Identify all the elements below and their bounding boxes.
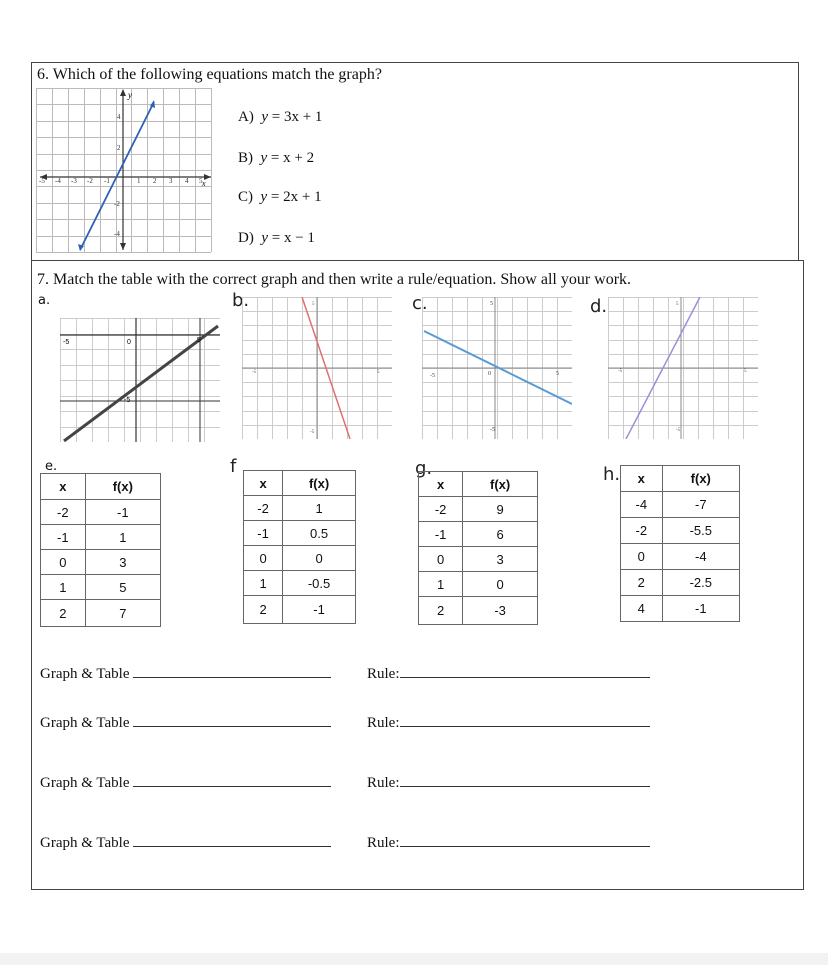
table-cell: -2: [41, 500, 86, 525]
table-cell: -2.5: [662, 570, 739, 596]
table-cell: 2: [41, 600, 86, 627]
graph-tick: 5: [312, 302, 315, 307]
x-tick: -4: [55, 177, 61, 185]
option-eq-lhs: y: [260, 150, 268, 166]
graph-tick: 5: [744, 369, 747, 374]
graph-tick: -5: [252, 370, 257, 375]
table-header: x: [41, 474, 86, 500]
table-header: f(x): [85, 474, 160, 500]
answer-row-4: [40, 835, 331, 852]
rule-row-1: [367, 666, 650, 683]
table-cell: -1: [41, 525, 86, 550]
graph-label-a: a.: [38, 293, 51, 308]
table-label-f: f: [230, 456, 237, 477]
graph-label-d: d.: [590, 296, 608, 317]
option-a[interactable]: [238, 109, 322, 126]
table-cell: 3: [463, 547, 538, 572]
table-cell: 1: [283, 496, 356, 521]
x-tick: -2: [87, 177, 93, 185]
rule-row-4: [367, 835, 650, 852]
option-letter: B): [238, 150, 253, 166]
table-cell: 1: [419, 572, 463, 597]
table-cell: -4: [662, 544, 739, 570]
table-cell: -1: [419, 522, 463, 547]
table-cell: 2: [419, 597, 463, 625]
x-tick: -1: [104, 177, 110, 185]
answer-row-1: [40, 666, 331, 683]
table-cell: 2: [621, 570, 663, 596]
table-cell: 3: [85, 550, 160, 575]
table-h: [620, 465, 740, 622]
table-cell: 5: [85, 575, 160, 600]
graph-b: [242, 297, 392, 439]
table-cell: 0: [283, 546, 356, 571]
graph-c: [422, 297, 572, 439]
table-cell: 4: [621, 596, 663, 622]
graph-tick: -5: [430, 373, 435, 379]
table-cell: 6: [463, 522, 538, 547]
table-label-g: g.: [415, 458, 433, 479]
x-tick: 1: [137, 177, 141, 185]
x-axis-label: x: [202, 179, 206, 188]
graph-table-label: Graph & Table: [40, 775, 130, 791]
table-cell: 9: [463, 497, 538, 522]
table-f: [243, 470, 356, 624]
table-label-e: e.: [45, 459, 58, 474]
graph-tick: 5: [556, 371, 559, 377]
option-b[interactable]: [238, 150, 314, 167]
table-cell: -2: [621, 518, 663, 544]
table-label-h: h.: [603, 464, 621, 485]
graph-tick: -5: [676, 428, 681, 433]
graph-tick: -5: [124, 397, 131, 404]
graph-table-blank[interactable]: [133, 725, 331, 727]
y-tick: 4: [117, 113, 121, 121]
answer-row-2: [40, 715, 331, 732]
x-tick: -5: [39, 177, 45, 185]
option-letter: D): [238, 230, 254, 246]
y-axis-label: y: [128, 90, 132, 100]
table-cell: -0.5: [283, 571, 356, 596]
table-cell: -2: [244, 496, 283, 521]
option-eq-rhs: = x − 1: [271, 230, 315, 246]
option-eq-rhs: = 3x + 1: [271, 109, 323, 125]
table-e: [40, 473, 161, 627]
rule-label: Rule:: [367, 715, 400, 731]
table-cell: 2: [244, 596, 283, 624]
table-header: x: [621, 466, 663, 492]
table-cell: -1: [244, 521, 283, 546]
rule-blank[interactable]: [400, 845, 650, 847]
table-header: f(x): [283, 471, 356, 496]
graph-a: [60, 318, 220, 442]
option-eq-lhs: y: [261, 230, 268, 246]
graph-table-blank[interactable]: [133, 676, 331, 678]
graph-tick: -5: [310, 430, 315, 435]
graph-tick: 5: [490, 301, 493, 307]
option-letter: C): [238, 189, 253, 205]
table-cell: -1: [283, 596, 356, 624]
table-cell: 1: [85, 525, 160, 550]
table-cell: 0: [419, 547, 463, 572]
option-eq-rhs: = 2x + 1: [270, 189, 322, 205]
y-tick: -2: [114, 200, 120, 208]
table-cell: -1: [662, 596, 739, 622]
table-header: x: [244, 471, 283, 496]
graph-label-b: b.: [232, 290, 250, 311]
question-6-text: 6. Which of the following equations match the graph?: [37, 66, 382, 83]
graph-d: [608, 297, 758, 439]
y-tick: -4: [114, 230, 120, 238]
option-eq-lhs: y: [261, 109, 268, 125]
graph-tick: -5: [63, 339, 70, 346]
table-cell: 0.5: [283, 521, 356, 546]
graph-tick: -5: [618, 369, 623, 374]
graph-table-blank[interactable]: [133, 785, 331, 787]
option-letter: A): [238, 109, 254, 125]
graph-table-label: Graph & Table: [40, 835, 130, 851]
table-cell: -2: [419, 497, 463, 522]
graph-tick: 0: [488, 371, 491, 377]
footer-bar: [0, 953, 828, 965]
option-eq-rhs: = x + 2: [270, 150, 315, 166]
graph-tick: 5: [377, 370, 380, 375]
table-cell: -3: [463, 597, 538, 625]
table-cell: 1: [244, 571, 283, 596]
graph-tick: 5: [676, 302, 679, 307]
rule-blank[interactable]: [400, 785, 650, 787]
option-c[interactable]: [238, 189, 322, 206]
graph-table-blank[interactable]: [133, 845, 331, 847]
table-cell: 1: [41, 575, 86, 600]
graph-tick: -5: [490, 427, 495, 433]
table-cell: -7: [662, 492, 739, 518]
graph-label-c: c.: [412, 293, 428, 314]
option-eq-lhs: y: [260, 189, 268, 205]
table-header: x: [419, 472, 463, 497]
rule-row-3: [367, 775, 650, 792]
table-g: [418, 471, 538, 625]
graph-table-label: Graph & Table: [40, 715, 130, 731]
question-7-text: 7. Match the table with the correct graph and then write a rule/equation. Show all your work.: [37, 271, 632, 288]
rule-row-2: [367, 715, 650, 732]
table-cell: 0: [41, 550, 86, 575]
graph-tick: 5: [197, 337, 201, 344]
rule-blank[interactable]: [400, 676, 650, 678]
rule-blank[interactable]: [400, 725, 650, 727]
table-header: f(x): [662, 466, 739, 492]
graph-table-label: Graph & Table: [40, 666, 130, 682]
option-d[interactable]: [238, 230, 315, 247]
y-tick: 2: [117, 144, 121, 152]
table-cell: -1: [85, 500, 160, 525]
graph-tick: 0: [127, 339, 131, 346]
x-tick: 4: [185, 177, 189, 185]
x-tick: 5: [199, 177, 203, 185]
table-cell: -5.5: [662, 518, 739, 544]
table-cell: 7: [85, 600, 160, 627]
rule-label: Rule:: [367, 666, 400, 682]
table-cell: -4: [621, 492, 663, 518]
answer-row-3: [40, 775, 331, 792]
x-tick: 3: [169, 177, 173, 185]
table-cell: 0: [244, 546, 283, 571]
rule-label: Rule:: [367, 835, 400, 851]
x-tick: -3: [71, 177, 77, 185]
question-6-graph: [36, 88, 216, 253]
x-tick: 2: [153, 177, 157, 185]
table-cell: 0: [463, 572, 538, 597]
table-header: f(x): [463, 472, 538, 497]
table-cell: 0: [621, 544, 663, 570]
rule-label: Rule:: [367, 775, 400, 791]
